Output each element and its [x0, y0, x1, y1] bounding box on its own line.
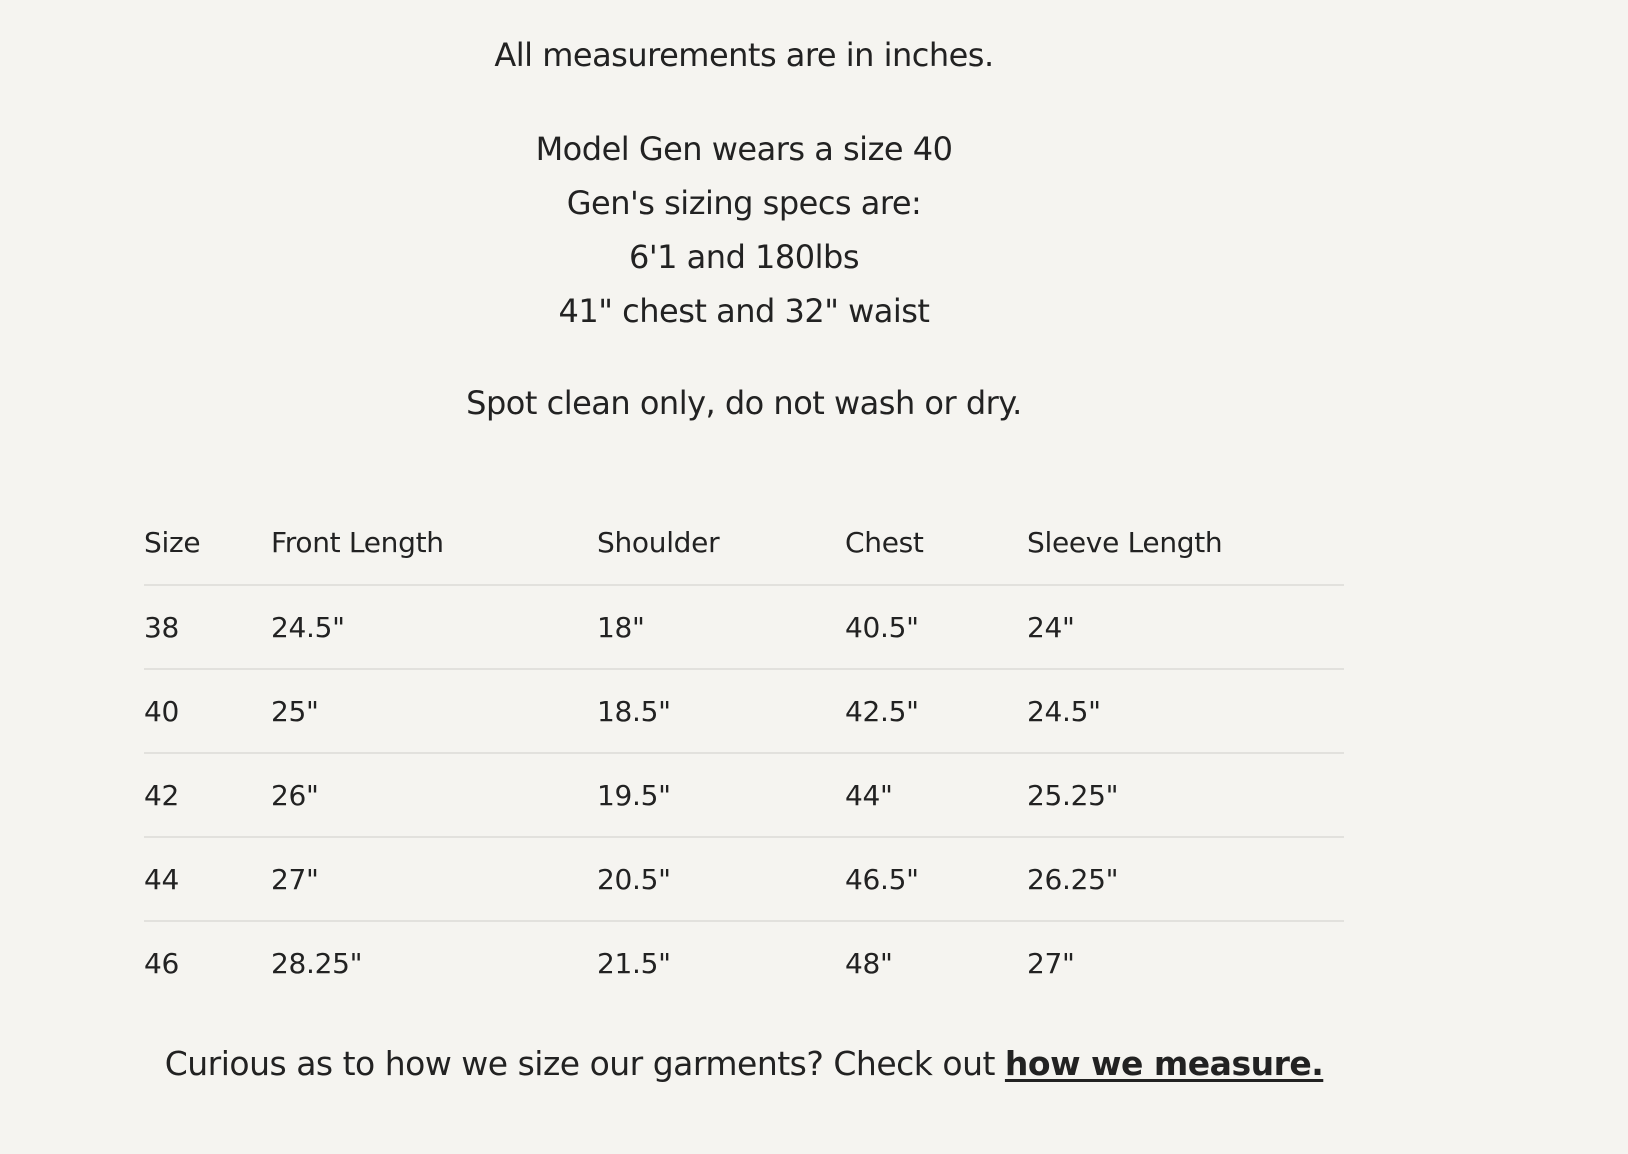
cell-sleeve-length: 27"	[1027, 946, 1075, 980]
column-header-sleeve-length: Sleeve Length	[1027, 525, 1223, 559]
cell-front-length: 27"	[271, 862, 319, 896]
model-size-line: Model Gen wears a size 40	[535, 130, 953, 168]
column-header-chest: Chest	[845, 525, 924, 559]
cell-shoulder: 18.5"	[597, 694, 671, 728]
footer-text: Curious as to how we size our garments? Check out	[164, 1044, 1005, 1083]
cell-size: 46	[144, 946, 180, 980]
table-row	[144, 669, 1344, 753]
footer-note	[0, 1044, 1488, 1083]
cell-sleeve-length: 24"	[1027, 610, 1075, 644]
cell-front-length: 24.5"	[271, 610, 345, 644]
measurements-note: All measurements are in inches.	[494, 36, 994, 74]
how-we-measure-link[interactable]: how we measure.	[1004, 1044, 1324, 1083]
model-specs-heading: Gen's sizing specs are:	[566, 184, 922, 222]
cell-size: 44	[144, 862, 180, 896]
size-chart-table	[144, 502, 1344, 1004]
cell-chest: 46.5"	[845, 862, 919, 896]
cell-chest: 48"	[845, 946, 893, 980]
table-row	[144, 585, 1344, 669]
care-note: Spot clean only, do not wash or dry.	[466, 384, 1022, 422]
cell-sleeve-length: 25.25"	[1027, 778, 1119, 812]
cell-shoulder: 18"	[597, 610, 645, 644]
cell-size: 38	[144, 610, 180, 644]
cell-front-length: 26"	[271, 778, 319, 812]
cell-size: 40	[144, 694, 180, 728]
model-chest-waist: 41" chest and 32" waist	[558, 292, 930, 330]
column-header-shoulder: Shoulder	[597, 525, 720, 559]
cell-front-length: 25"	[271, 694, 319, 728]
cell-size: 42	[144, 778, 180, 812]
cell-chest: 42.5"	[845, 694, 919, 728]
cell-sleeve-length: 26.25"	[1027, 862, 1119, 896]
column-header-front-length: Front Length	[271, 525, 444, 559]
cell-shoulder: 19.5"	[597, 778, 671, 812]
cell-shoulder: 21.5"	[597, 946, 671, 980]
cell-sleeve-length: 24.5"	[1027, 694, 1101, 728]
cell-chest: 40.5"	[845, 610, 919, 644]
table-row	[144, 921, 1344, 1004]
cell-chest: 44"	[845, 778, 893, 812]
column-header-size: Size	[144, 525, 201, 559]
table-header-row	[144, 502, 1344, 585]
table-row	[144, 837, 1344, 921]
cell-front-length: 28.25"	[271, 946, 363, 980]
cell-shoulder: 20.5"	[597, 862, 671, 896]
table-row	[144, 753, 1344, 837]
model-height-weight: 6'1 and 180lbs	[628, 238, 859, 276]
